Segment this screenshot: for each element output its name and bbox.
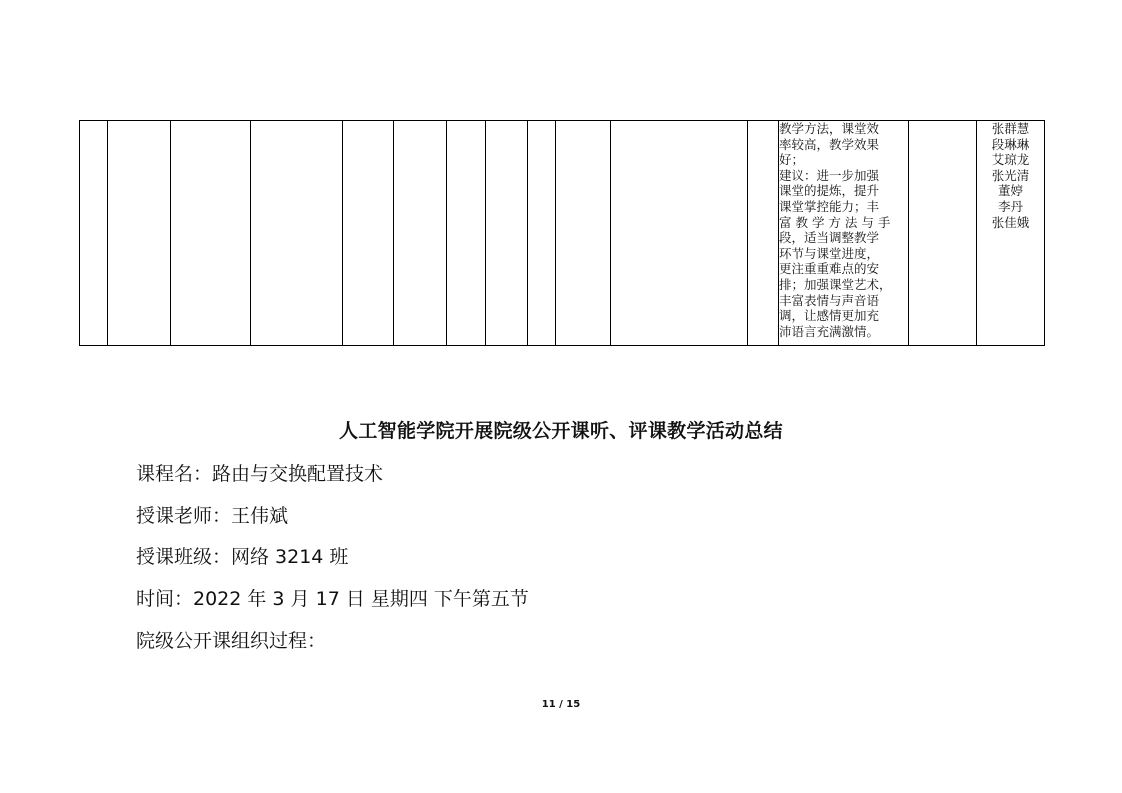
comment-line: 好； xyxy=(779,152,805,168)
table-cell xyxy=(611,121,748,346)
comment-line: 排；加强课堂艺术， xyxy=(779,276,892,292)
table-cell xyxy=(486,121,528,346)
table-cell xyxy=(447,121,486,346)
comment-line: 课堂的提炼，提升 xyxy=(779,183,880,199)
comment-line: 建议：进一步加强 xyxy=(779,167,880,183)
course-name: 课程名：路由与交换配置技术 xyxy=(136,463,384,485)
evaluator-names-cell xyxy=(977,121,1045,346)
comment-line: 调，让感情更加充 xyxy=(779,308,880,324)
table-cell xyxy=(343,121,394,346)
comment-line: 率较高，教学效果 xyxy=(779,136,880,152)
table-cell xyxy=(556,121,611,346)
comment-line: 丰富表情与声音语 xyxy=(779,292,880,308)
evaluator-name: 董婷 xyxy=(997,183,1023,199)
table-cell xyxy=(171,121,251,346)
table-cell xyxy=(748,121,779,346)
comment-line: 富 教 学 方 法 与 手 xyxy=(779,214,891,230)
evaluator-name: 段琳琳 xyxy=(991,136,1030,152)
table-cell xyxy=(108,121,171,346)
evaluation-table xyxy=(79,120,1045,346)
evaluator-name: 李丹 xyxy=(997,198,1023,214)
comment-line: 环节与课堂进度， xyxy=(779,245,880,261)
page-number: 11 / 15 xyxy=(541,699,581,710)
teacher-name: 授课老师：王伟斌 xyxy=(136,505,289,527)
comment-line: 段，适当调整教学 xyxy=(779,230,880,246)
evaluation-comment-cell xyxy=(779,121,909,346)
table-cell xyxy=(909,121,977,346)
summary-title: 人工智能学院开展院级公开课听、评课教学活动总结 xyxy=(339,420,783,442)
evaluator-name: 张佳娥 xyxy=(991,214,1030,230)
table-cell xyxy=(80,121,108,346)
comment-line: 沛语言充满激情。 xyxy=(779,323,880,339)
table-cell xyxy=(251,121,343,346)
comment-line: 更注重重难点的安 xyxy=(779,261,880,277)
table-row xyxy=(80,121,1045,346)
lesson-time: 时间：2022 年 3 月 17 日 星期四 下午第五节 xyxy=(136,588,529,610)
table-cell xyxy=(394,121,447,346)
evaluator-name: 张光清 xyxy=(991,167,1030,183)
comment-line: 课堂掌控能力；丰 xyxy=(779,198,880,214)
comment-line: 教学方法，课堂效 xyxy=(779,121,880,136)
class-name: 授课班级：网络 3214 班 xyxy=(136,546,349,568)
process-heading: 院级公开课组织过程： xyxy=(136,630,327,652)
evaluator-name: 张群慧 xyxy=(991,121,1030,136)
evaluator-name: 艾琼龙 xyxy=(991,152,1030,168)
table-cell xyxy=(528,121,556,346)
